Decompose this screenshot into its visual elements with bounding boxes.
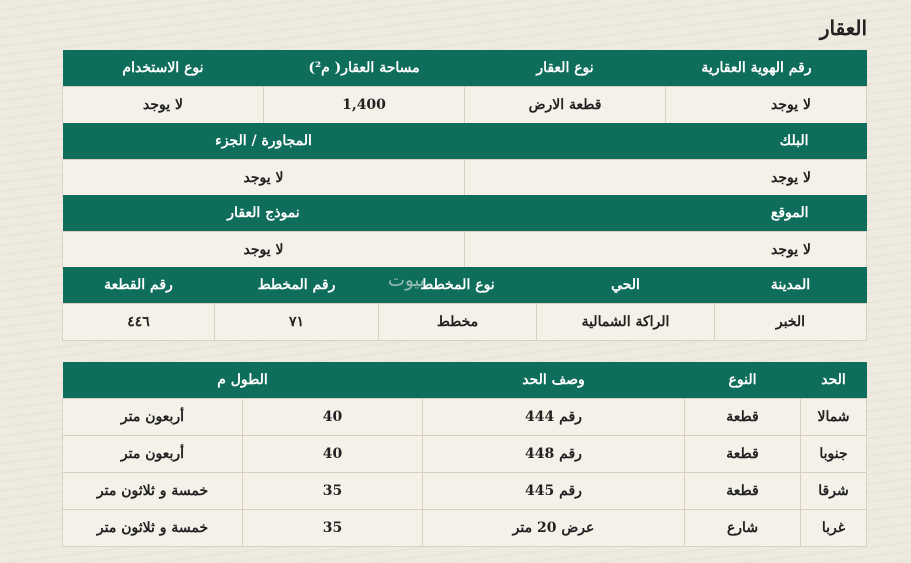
value-usage-type: لا يوجد	[63, 86, 264, 123]
boundary-type: قطعة	[685, 398, 801, 435]
header-plan-number: رقم المخطط	[215, 267, 379, 303]
block-table	[62, 123, 867, 197]
boundary-side: غربا	[801, 509, 867, 546]
header-plot-number: رقم القطعة	[63, 267, 215, 303]
value-property-id: لا يوجد	[666, 86, 867, 123]
boundary-length-text: خمسة و ثلاثون متر	[63, 472, 243, 509]
boundary-type: شارع	[685, 509, 801, 546]
boundary-description: رقم 445	[423, 472, 685, 509]
header-boundary: الحد	[801, 362, 867, 398]
boundary-length: 40	[243, 435, 423, 472]
value-plan-number: ٧١	[215, 303, 379, 340]
boundary-side: شرقا	[801, 472, 867, 509]
value-property-type: قطعة الارض	[465, 86, 666, 123]
header-block: البلك	[465, 123, 867, 159]
header-neighborhood-part: المجاورة / الجزء	[63, 123, 465, 159]
value-property-area: 1,400	[264, 86, 465, 123]
header-property-id: رقم الهوية العقارية	[666, 50, 867, 86]
value-city: الخبر	[715, 303, 867, 340]
boundary-description: رقم 448	[423, 435, 685, 472]
plan-table	[62, 267, 867, 341]
boundary-side: شمالا	[801, 398, 867, 435]
boundary-length: 35	[243, 509, 423, 546]
value-plan-type: مخطط	[379, 303, 537, 340]
header-type: النوع	[685, 362, 801, 398]
value-location: لا يوجد	[465, 231, 867, 268]
boundary-length: 40	[243, 398, 423, 435]
value-block: لا يوجد	[465, 159, 867, 196]
header-property-model: نموذج العقار	[63, 195, 465, 231]
value-plot-number: ٤٤٦	[63, 303, 215, 340]
value-district: الراكة الشمالية	[537, 303, 715, 340]
header-city: المدينة	[715, 267, 867, 303]
boundary-length-text: أربعون متر	[63, 398, 243, 435]
table-row	[63, 472, 867, 509]
value-neighborhood-part: لا يوجد	[63, 159, 465, 196]
boundary-length: 35	[243, 472, 423, 509]
header-property-area: مساحة العقار( م²)	[264, 50, 465, 86]
boundary-length-text: أربعون متر	[63, 435, 243, 472]
section-title: العقار	[819, 16, 867, 40]
table-row	[63, 435, 867, 472]
boundary-description: عرض 20 متر	[423, 509, 685, 546]
header-location: الموقع	[465, 195, 867, 231]
boundary-description: رقم 444	[423, 398, 685, 435]
header-property-type: نوع العقار	[465, 50, 666, 86]
header-district: الحي	[537, 267, 715, 303]
boundary-type: قطعة	[685, 472, 801, 509]
table-row	[63, 509, 867, 546]
header-usage-type: نوع الاستخدام	[63, 50, 264, 86]
header-plan-type: نوع المخطط	[379, 267, 537, 303]
table-row	[63, 398, 867, 435]
value-property-model: لا يوجد	[63, 231, 465, 268]
header-boundary-description: وصف الحد	[423, 362, 685, 398]
boundary-type: قطعة	[685, 435, 801, 472]
boundary-length-text: خمسة و ثلاثون متر	[63, 509, 243, 546]
watermark-logo: بيوت	[388, 270, 425, 291]
boundaries-table	[62, 362, 867, 547]
boundary-side: جنوبا	[801, 435, 867, 472]
header-length: الطول م	[63, 362, 423, 398]
location-table	[62, 195, 867, 269]
property-table	[62, 50, 867, 124]
